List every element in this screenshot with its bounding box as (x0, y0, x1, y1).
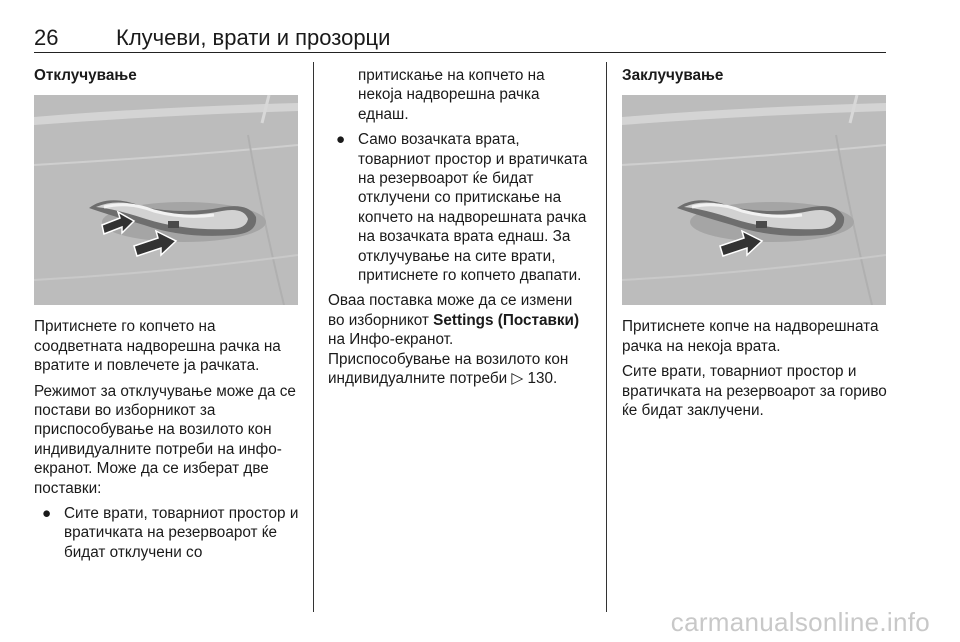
unlock-para-2: Режимот за отклучување може да се постави во изборникот за приспособување на возилото кон индивидуалните потреби на инфо-екранот. Може да се изберат две поставки: (34, 382, 296, 497)
unlock-para-3 (328, 291, 590, 349)
bullet-icon: ● (42, 505, 52, 523)
bullet-icon: ● (336, 131, 346, 149)
para-3-text: Оваа поставка може да се измени во изборникот (328, 292, 573, 329)
list-item (328, 130, 590, 285)
column-2 (328, 66, 590, 395)
page-reference[interactable]: 130 (527, 370, 553, 388)
bullet-1-continuation: притискање на копчето на некоја надворешна рачка еднаш. (358, 67, 545, 123)
unlock-options-list (34, 504, 300, 562)
bullet-1-text: Сите врати, товарниот простор и вратичката на резервоарот ќе бидат отклучени со (64, 505, 299, 561)
chapter-title: Клучеви, врати и прозорци (116, 25, 391, 50)
page-header (34, 26, 886, 50)
watermark: carmanualsonline.info (670, 607, 930, 637)
column-divider-2 (606, 62, 607, 612)
column-divider-1 (313, 62, 314, 612)
page-reference-icon: ▷ (511, 370, 524, 388)
unlock-options-list-cont (328, 130, 590, 285)
page-number: 26 (34, 25, 59, 50)
list-item (34, 504, 300, 562)
para-4-text: Приспособување на возилото кон индивидуалните потреби (328, 350, 569, 388)
unlock-para-4 (328, 350, 590, 389)
unlock-heading: Отклучување (34, 67, 137, 84)
unlock-para-1: Притиснете го копчето на соодветната надворешна рачка на вратите и повлечете ја рачката. (34, 318, 281, 375)
unlock-illustration (34, 95, 298, 305)
settings-menu-label: Settings (Поставки) (433, 311, 580, 329)
para-4-end: . (552, 370, 558, 388)
lock-heading: Заклучување (622, 67, 724, 84)
lock-illustration (622, 95, 886, 305)
lock-para-2: Сите врати, товарниот простор и вратичката на резервоарот за гориво ќе бидат заклучени. (622, 363, 887, 420)
header-rule (34, 52, 886, 53)
para-3-text-end: на Инфо-екранот. (328, 331, 454, 349)
bullet-2-text: Само возачката врата, товарниот простор и вратичката на резервоарот ќе бидат отклучени со притискање на копчето на надворешната рачка на возачката врата еднаш. За отклучување на сите врати, притиснете го копчето двапати. (358, 131, 588, 285)
column-3 (622, 60, 888, 426)
lock-para-1: Притиснете копче на надворешната рачка на некоја врата. (622, 318, 879, 355)
column-1 (34, 60, 300, 568)
